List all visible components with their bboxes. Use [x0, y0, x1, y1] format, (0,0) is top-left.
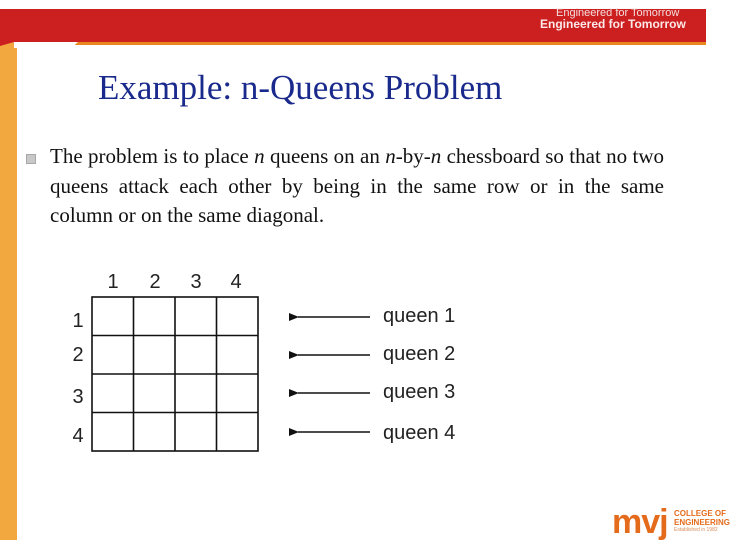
variable-n: n: [254, 144, 265, 168]
column-label-2: 2: [149, 271, 161, 293]
logo-text: [674, 509, 730, 534]
variable-n: n: [385, 144, 396, 168]
variable-n: n: [430, 144, 442, 168]
chessboard-grid: [92, 297, 258, 451]
column-label-4: 4: [230, 271, 242, 293]
slide-title: Example: n-Queens Problem: [98, 68, 503, 107]
row-label-3: 3: [72, 386, 84, 408]
logo-line-2: ENGINEERING: [674, 518, 730, 527]
logo-line-1: COLLEGE OF: [674, 509, 726, 518]
column-label-1: 1: [107, 271, 119, 293]
queen-label-3: queen 3: [383, 381, 456, 403]
queen-label-2: queen 2: [383, 343, 456, 365]
header-tagline-bold: Engineered for Tomorrow: [540, 17, 686, 31]
row-label-1: 1: [72, 310, 84, 332]
logo-line-3: Established in 1982: [674, 527, 718, 533]
queen-label-4: queen 4: [383, 422, 456, 444]
queen-label-1: queen 1: [383, 305, 456, 327]
logo-mark: mvj: [612, 503, 668, 541]
body-text-part: chessboard so that no two queens attack each other by being in the same row or in the same column or on the same diagonal.: [50, 144, 665, 227]
column-label-3: 3: [190, 271, 202, 293]
header-tagline-small: Engineered for Tomorrow: [556, 7, 680, 19]
row-label-2: 2: [72, 344, 84, 366]
row-label-4: 4: [72, 425, 84, 447]
body-text-part: -by-: [395, 144, 431, 168]
body-text-part: queens on an: [264, 144, 386, 168]
body-text-part: The problem is to place: [50, 144, 255, 168]
